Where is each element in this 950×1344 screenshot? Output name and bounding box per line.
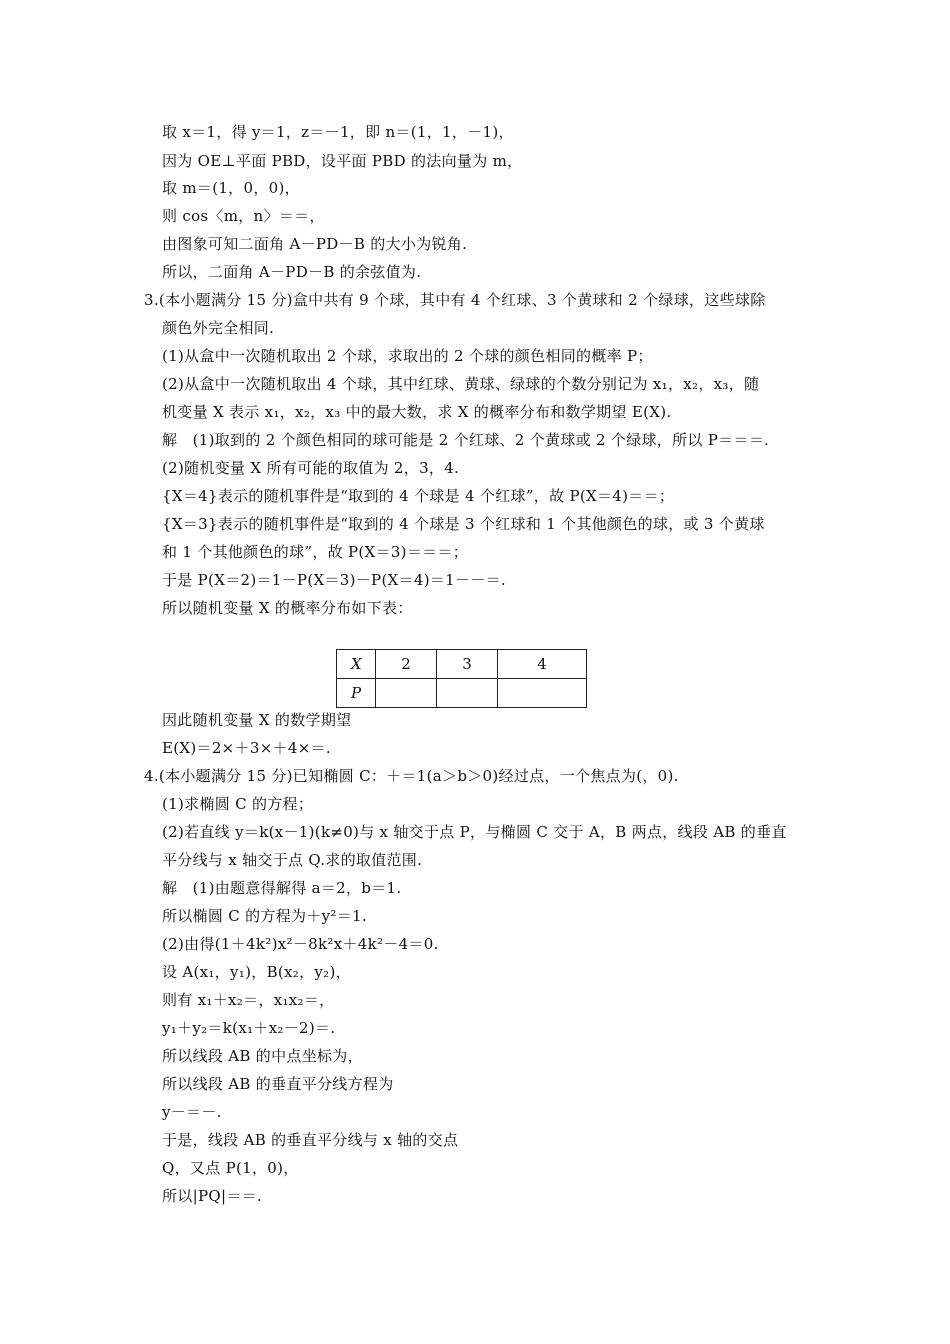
text-line: (2)由得(1＋4k²)x²－8k²x＋4k²－4＝0. bbox=[162, 935, 439, 953]
text-line: 因此随机变量 X 的数学期望 bbox=[162, 711, 352, 729]
text-line: (2)若直线 y＝k(x－1)(k≠0)与 x 轴交于点 P，与椭圆 C 交于 A，B 两点，线段 AB 的垂直 bbox=[162, 823, 787, 841]
text-line: {X＝4}表示的随机事件是“取到的 4 个球是 4 个红球”，故 P(X＝4)＝＝； bbox=[162, 487, 675, 505]
table-cell: 3 bbox=[437, 650, 498, 679]
text-line: Q，又点 P(1，0)， bbox=[162, 1159, 299, 1177]
probability-distribution-table bbox=[336, 649, 587, 708]
text-line: y₁＋y₂＝k(x₁＋x₂－2)＝. bbox=[162, 1019, 336, 1037]
text-line: E(X)＝2×＋3×＋4×＝. bbox=[162, 739, 331, 757]
text-line: 由图象可知二面角 A－PD－B 的大小为锐角. bbox=[162, 235, 468, 253]
table-cell: 4 bbox=[498, 650, 587, 679]
text-line: 于是，线段 AB 的垂直平分线与 x 轴的交点 bbox=[162, 1131, 459, 1149]
text-line: 取 x＝1，得 y＝1，z＝－1，即 n＝(1，1，－1)， bbox=[162, 123, 514, 141]
text-line: 解 (1)取到的 2 个颜色相同的球可能是 2 个红球、2 个黄球或 2 个绿球，所以 P＝＝＝. bbox=[162, 431, 770, 449]
text-line: 颜色外完全相同. bbox=[162, 319, 275, 337]
table-cell bbox=[376, 679, 437, 708]
text-line: 所以，二面角 A－PD－B 的余弦值为. bbox=[162, 263, 422, 281]
text-line: 于是 P(X＝2)＝1－P(X＝3)－P(X＝4)＝1－－＝. bbox=[162, 571, 506, 589]
text-line: {X＝3}表示的随机事件是“取到的 4 个球是 3 个红球和 1 个其他颜色的球，或 3 个黄球 bbox=[162, 515, 765, 533]
table-row bbox=[337, 679, 587, 708]
table-cell bbox=[437, 679, 498, 708]
text-line: 则有 x₁＋x₂＝，x₁x₂＝， bbox=[162, 991, 335, 1009]
text-line: 所以线段 AB 的垂直平分线方程为 bbox=[162, 1075, 394, 1093]
text-line: 所以随机变量 X 的概率分布如下表： bbox=[162, 599, 413, 617]
text-line: 设 A(x₁，y₁)，B(x₂，y₂)， bbox=[162, 963, 351, 981]
text-line: 平分线与 x 轴交于点 Q.求的取值范围. bbox=[162, 851, 423, 869]
text-line: (2)从盒中一次随机取出 4 个球，其中红球、黄球、绿球的个数分别记为 x₁，x₂，x₃，随 bbox=[162, 375, 760, 393]
text-line: (1)求椭圆 C 的方程； bbox=[162, 795, 314, 813]
text-line: 所以椭圆 C 的方程为＋y²＝1. bbox=[162, 907, 367, 925]
question-4-header: 4.(本小题满分 15 分)已知椭圆 C：＋＝1(a＞b＞0)经过点，一个焦点为(，0). bbox=[144, 767, 679, 785]
table-row bbox=[337, 650, 587, 679]
text-line: 和 1 个其他颜色的球”，故 P(X＝3)＝＝＝； bbox=[162, 543, 469, 561]
text-line: 所以|PQ|＝＝. bbox=[162, 1187, 262, 1205]
text-line: 因为 OE⊥平面 PBD，设平面 PBD 的法向量为 m， bbox=[162, 152, 523, 170]
text-line: 机变量 X 表示 x₁，x₂，x₃ 中的最大数，求 X 的概率分布和数学期望 E(X). bbox=[162, 403, 672, 421]
text-line: 取 m＝(1，0，0)， bbox=[162, 179, 300, 197]
table-cell: P bbox=[337, 679, 376, 708]
text-line: (2)随机变量 X 所有可能的取值为 2，3，4. bbox=[162, 459, 460, 477]
question-3-header: 3.(本小题满分 15 分)盒中共有 9 个球，其中有 4 个红球、3 个黄球和 2 个绿球，这些球除 bbox=[144, 291, 766, 309]
text-line: 解 (1)由题意得解得 a＝2，b＝1. bbox=[162, 879, 402, 897]
table-cell: X bbox=[337, 650, 376, 679]
text-line: y－＝－. bbox=[162, 1103, 222, 1121]
table-cell: 2 bbox=[376, 650, 437, 679]
text-line: 所以线段 AB 的中点坐标为， bbox=[162, 1047, 363, 1065]
text-line: 则 cos〈m，n〉＝＝， bbox=[162, 207, 325, 225]
table-cell bbox=[498, 679, 587, 708]
text-line: (1)从盒中一次随机取出 2 个球，求取出的 2 个球的颜色相同的概率 P； bbox=[162, 347, 653, 365]
